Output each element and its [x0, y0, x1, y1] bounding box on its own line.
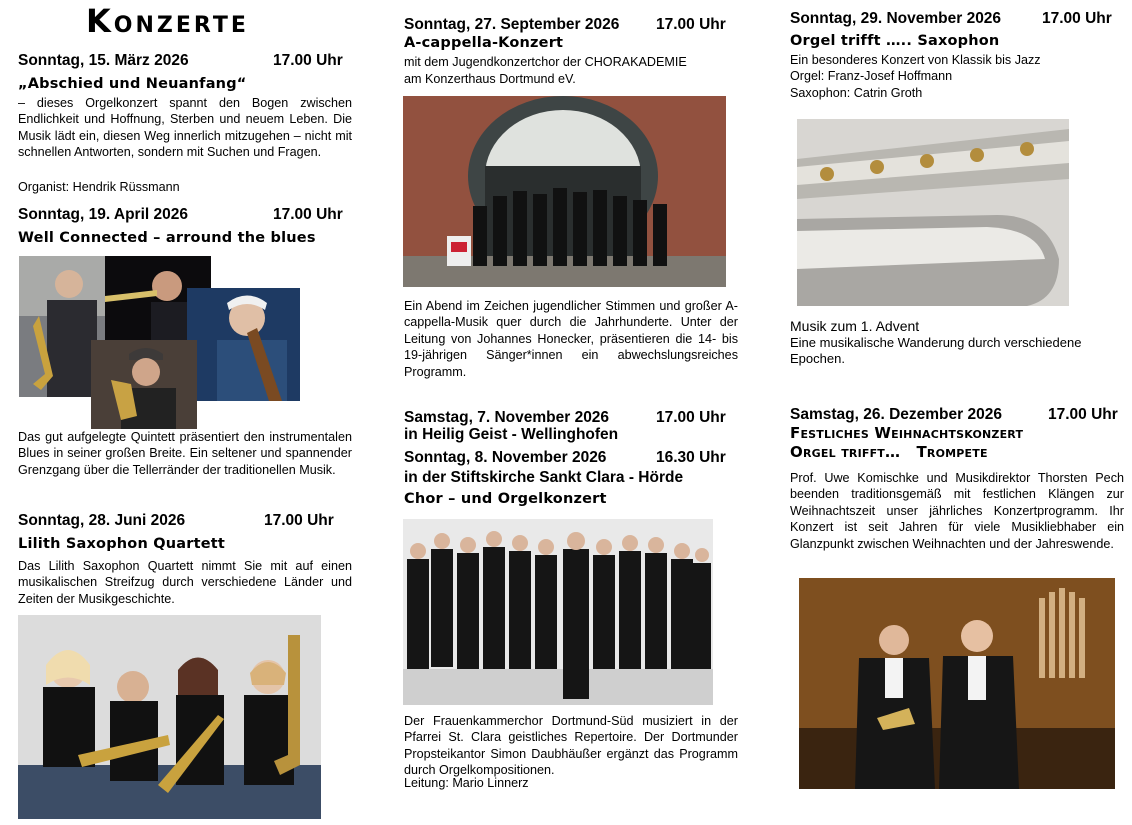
concert-date: Sonntag, 27. September 2026	[404, 16, 620, 33]
page-title: Konzerte	[86, 2, 249, 40]
concert-subtitle: Orgel trifft… Trompete	[790, 443, 988, 461]
concert-date: Samstag, 26. Dezember 2026	[790, 406, 1002, 423]
concert-venue: in Heilig Geist - Wellinghofen	[404, 426, 619, 443]
quartet-photo	[18, 615, 321, 819]
concert-date: Sonntag, 28. Juni 2026	[18, 512, 186, 529]
trumpet-organ-photo	[799, 578, 1115, 789]
concert-time: 17.00 Uhr	[273, 206, 343, 223]
concert-description: Der Frauenkammerchor Dortmund-Süd musiziert in der Pfarrei St. Clara geistliches Repertoire. Der Dortmunder Propsteikantor Simon Daubhäußer ergänzt das Programm durch Orgelkompositionen.	[404, 714, 738, 778]
concert-organist: Orgel: Franz-Josef Hoffmann	[790, 69, 953, 83]
concert-time: 17.00 Uhr	[1042, 10, 1112, 27]
concert-title: Lilith Saxophon Quartett	[18, 536, 226, 552]
choir-photo	[403, 96, 726, 287]
concert-title: „Abschied und Neuanfang“	[18, 76, 247, 92]
concert-title: Chor – und Orgelkonzert	[404, 491, 607, 507]
concert-time: 16.30 Uhr	[656, 449, 726, 466]
concert-description: Eine musikalische Wanderung durch verschiedene Epochen.	[790, 335, 1082, 367]
concert-description: Ein Abend im Zeichen jugendlicher Stimmen und großer A-cappella-Musik quer durch die Jahrhunderte. Unter der Leitung von Johannes Honecker, präsentieren die 14- bis 19-jährigen Sänger*innen ein abwechslungsreiches Programm.	[404, 299, 738, 379]
musician-photo	[187, 288, 300, 401]
concert-description: Das Lilith Saxophon Quartett nimmt Sie mit auf einen musikalischen Streifzug durch verschiedene Länder und Zeiten der Musikgeschichte.	[18, 559, 352, 606]
concert-subline: am Konzerthaus Dortmund eV.	[404, 72, 576, 86]
concert-title: Festliches Weihnachtskonzert	[790, 424, 1024, 442]
concert-title: Well Connected – arround the blues	[18, 230, 316, 246]
concert-description: Das gut aufgelegte Quintett präsentiert den instrumentalen Blues in seiner großen Breite. Ein seltener und spannender Grenzgang über die Tellerränder der traditionellen Musik.	[18, 430, 352, 477]
concert-time: 17.00 Uhr	[656, 409, 726, 426]
concert-title: A-cappella-Konzert	[404, 35, 564, 51]
concert-time: 17.00 Uhr	[273, 52, 343, 69]
concert-time: 17.00 Uhr	[264, 512, 334, 529]
choir-photo	[403, 519, 713, 705]
musician-photo	[91, 340, 197, 429]
concert-description: – dieses Orgelkonzert spannt den Bogen zwischen Endlichkeit und Hoffnung, Sterben und neuem Leben. Die Musik lädt ein, diesen Weg innerlich mitzugehen – nicht mit schnellen Antworten, sondern mit Suchen und Fragen.	[18, 96, 352, 160]
concert-date: Sonntag, 29. November 2026	[790, 10, 1002, 27]
concert-caption: Musik zum 1. Advent	[790, 318, 920, 334]
concert-venue: in der Stiftskirche Sankt Clara - Hörde	[404, 469, 684, 486]
concert-description: Prof. Uwe Komischke und Musikdirektor Thorsten Pech beenden traditionsgemäß mit festlichen Klängen zur Weihnachtszeit unser jährliches Konzertprogramm. Ihr Konzert ist seit Jahren für viele Musikliebhaber ein Glanzpunkt zwischen Weihnachten und der Jahreswende.	[790, 471, 1124, 551]
concert-date: Sonntag, 15. März 2026	[18, 52, 189, 69]
concert-time: 17.00 Uhr	[1048, 406, 1118, 423]
concert-leader: Leitung: Mario Linnerz	[404, 776, 529, 790]
concert-saxophonist: Saxophon: Catrin Groth	[790, 86, 923, 100]
concert-date: Samstag, 7. November 2026	[404, 409, 610, 426]
concert-subline: Ein besonderes Konzert von Klassik bis Jazz	[790, 53, 1041, 67]
concert-date: Sonntag, 8. November 2026	[404, 449, 607, 466]
concert-subline: mit dem Jugendkonzertchor der CHORAKADEMIE	[404, 55, 687, 69]
concert-performer: Organist: Hendrik Rüssmann	[18, 180, 180, 194]
concert-date: Sonntag, 19. April 2026	[18, 206, 188, 223]
saxophone-photo	[797, 119, 1069, 306]
concert-title: Orgel trifft ….. Saxophon	[790, 33, 1000, 49]
concert-time: 17.00 Uhr	[656, 16, 726, 33]
